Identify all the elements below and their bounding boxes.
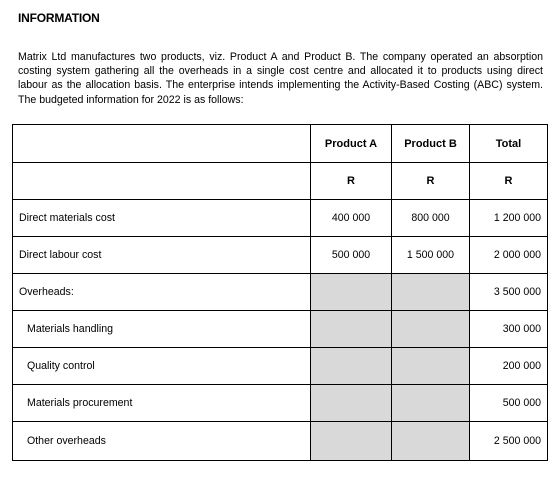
row-label: Direct labour cost	[13, 237, 311, 274]
cell-product-b: 800 000	[392, 200, 470, 237]
header-cell-blank	[13, 125, 311, 163]
cell-total: 200 000	[470, 348, 548, 385]
cell-product-b: 1 500 000	[392, 237, 470, 274]
header-product-b: Product B	[392, 125, 470, 163]
cell-total: 3 500 000	[470, 274, 548, 311]
row-label: Quality control	[13, 348, 311, 385]
table-row	[13, 422, 548, 461]
units-product-a: R	[311, 163, 392, 200]
row-label: Direct materials cost	[13, 200, 311, 237]
row-label: Materials procurement	[13, 385, 311, 422]
budget-table	[12, 124, 548, 461]
cell-product-a-shaded	[311, 422, 392, 461]
cell-product-a-shaded	[311, 348, 392, 385]
header-product-a: Product A	[311, 125, 392, 163]
cell-product-a: 400 000	[311, 200, 392, 237]
cell-total: 2 000 000	[470, 237, 548, 274]
table-row	[13, 200, 548, 237]
table-units-row	[13, 163, 548, 200]
intro-paragraph: Matrix Ltd manufactures two products, viz. Product A and Product B. The company operated an absorption costing system gathering all the overheads in a single cost centre and allocated it to products using direct labour as the allocation basis. The enterprise intends implementing the Activity-Based Costing (ABC) system. The budgeted information for 2022 is as follows:	[18, 51, 543, 106]
row-label: Overheads:	[13, 274, 311, 311]
table-row	[13, 274, 548, 311]
cell-total: 500 000	[470, 385, 548, 422]
table-row	[13, 311, 548, 348]
cell-total: 2 500 000	[470, 422, 548, 461]
cell-product-a-shaded	[311, 311, 392, 348]
cell-total: 1 200 000	[470, 200, 548, 237]
table-header-row	[13, 125, 548, 163]
cell-product-b-shaded	[392, 311, 470, 348]
units-cell-blank	[13, 163, 311, 200]
table-row	[13, 348, 548, 385]
table-row	[13, 237, 548, 274]
units-product-b: R	[392, 163, 470, 200]
cell-product-a-shaded	[311, 385, 392, 422]
cell-product-b-shaded	[392, 385, 470, 422]
cell-product-a-shaded	[311, 274, 392, 311]
row-label: Materials handling	[13, 311, 311, 348]
row-label: Other overheads	[13, 422, 311, 461]
units-total: R	[470, 163, 548, 200]
cell-product-b-shaded	[392, 422, 470, 461]
cell-total: 300 000	[470, 311, 548, 348]
section-heading: INFORMATION	[18, 11, 100, 25]
cell-product-a: 500 000	[311, 237, 392, 274]
cell-product-b-shaded	[392, 274, 470, 311]
header-total: Total	[470, 125, 548, 163]
cell-product-b-shaded	[392, 348, 470, 385]
table-row	[13, 385, 548, 422]
